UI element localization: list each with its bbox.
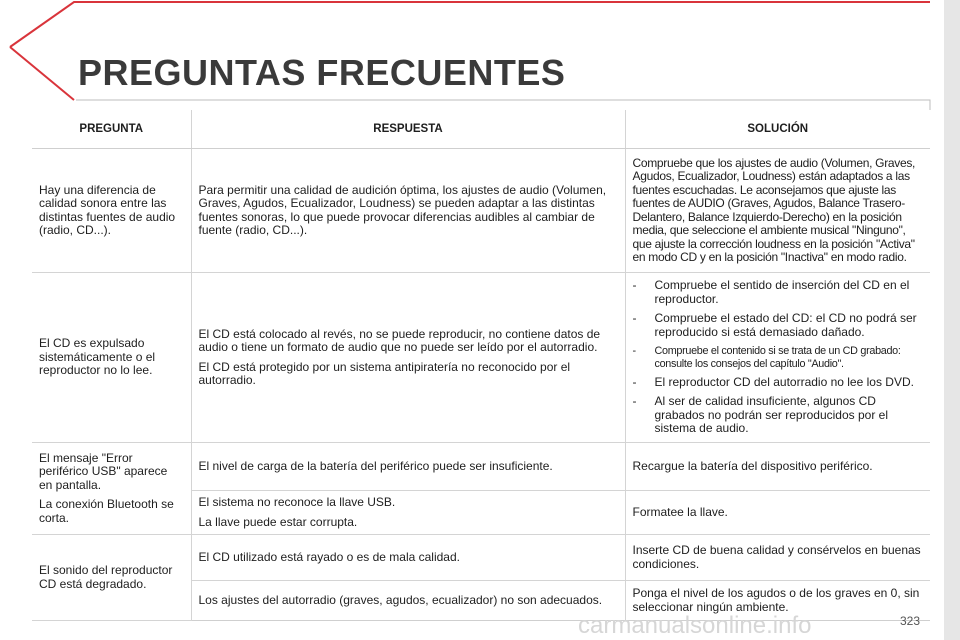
question-paragraph: El mensaje "Error periférico USB" aparece en pantalla.: [39, 450, 168, 492]
column-header-respuesta: RESPUESTA: [191, 110, 625, 149]
answer-cell: Para permitir una calidad de audición óptima, los ajustes de audio (Volumen, Graves, Agudos, Ecualizador, Loudness) se pueden adaptar a las distintas fuentes sonoras, lo que puede provocar diferencias audibles al cambiar de fuente (radio, CD...).: [191, 149, 625, 273]
solution-cell: Inserte CD de buena calidad y consérvelos en buenas condiciones.: [625, 535, 930, 581]
dash-bullet: -: [632, 374, 637, 389]
table-row: [32, 535, 930, 581]
answer-cell: El nivel de carga de la batería del periférico puede ser insuficiente.: [191, 443, 625, 491]
question-cell: El CD es expulsado sistemáticamente o el reproductor no lo lee.: [32, 273, 191, 443]
page-number: 323: [900, 614, 921, 628]
answer-paragraph: La llave puede estar corrupta.: [198, 514, 358, 529]
solution-cell: Compruebe que los ajustes de audio (Volumen, Graves, Agudos, Ecualizador, Loudness) están adaptados a las fuentes escuchadas. Le aconsejamos que ajuste las fuentes de AUDIO (Graves, Agudos, Balance Trasero-Delantero, Balance Izquierdo-Derecho) en la posición media, que seleccione el ambiente musical "Ninguno", que ajuste la corrección loudness en la posición "Activa" en modo CD y en la posición "Inactiva" en modo radio.: [625, 149, 930, 273]
dash-bullet: -: [632, 345, 636, 358]
list-item-text: Al ser de calidad insuficiente, algunos CD grabados no podrán ser reproducidos por el sistema de audio.: [654, 394, 888, 436]
dash-bullet: -: [632, 278, 637, 293]
column-header-pregunta: PREGUNTA: [32, 110, 191, 149]
list-item-text: Compruebe el contenido si se trata de un CD grabado: consulte los consejos del capítulo "Audio".: [654, 345, 901, 370]
table-row: [32, 443, 930, 491]
side-band: [944, 0, 960, 640]
answer-paragraph: El sistema no reconoce la llave USB.: [198, 495, 396, 509]
solution-cell: Formatee la llave.: [625, 491, 930, 535]
question-cell: El sonido del reproductor CD está degradado.: [32, 535, 191, 621]
dash-bullet: -: [632, 311, 637, 326]
list-item: [633, 312, 924, 339]
list-item: [633, 395, 924, 436]
solution-list: [633, 279, 924, 435]
list-item-text: Compruebe el sentido de inserción del CD en el reproductor.: [654, 278, 910, 306]
list-item-text: Compruebe el estado del CD: el CD no podrá ser reproducido si está demasiado dañado.: [654, 311, 917, 339]
dash-bullet: -: [632, 394, 637, 409]
frame-red-accent-lower: [10, 47, 74, 100]
solution-cell: Ponga el nivel de los agudos o de los graves en 0, sin seleccionar ningún ambiente.: [625, 581, 930, 621]
table-row: [32, 273, 930, 443]
table-row: [32, 149, 930, 273]
page-title: PREGUNTAS FRECUENTES: [78, 52, 566, 93]
answer-cell: Los ajustes del autorradio (graves, agudos, ecualizador) no son adecuados.: [191, 581, 625, 621]
list-item: [633, 376, 924, 390]
question-cell: [32, 443, 191, 535]
list-item: [633, 279, 924, 306]
answer-cell: El CD utilizado está rayado o es de mala calidad.: [191, 535, 625, 581]
answer-cell: [191, 273, 625, 443]
table-header-row: [32, 110, 930, 149]
solution-cell: Recargue la batería del dispositivo periférico.: [625, 443, 930, 491]
answer-paragraph: El CD está protegido por un sistema antipiratería no reconocido por el autorradio.: [198, 359, 571, 387]
frame-red-accent: [10, 2, 930, 47]
answer-cell: [191, 491, 625, 535]
question-paragraph: La conexión Bluetooth se corta.: [39, 497, 174, 525]
frame-gray-line: [76, 100, 930, 110]
list-item-text: El reproductor CD del autorradio no lee los DVD.: [654, 374, 914, 389]
question-cell: Hay una diferencia de calidad sonora entre las distintas fuentes de audio (radio, CD...).: [32, 149, 191, 273]
faq-table: [32, 110, 930, 621]
watermark: carmanualsonline.info: [578, 612, 812, 639]
solution-cell: [625, 273, 930, 443]
list-item: [633, 345, 924, 369]
answer-paragraph: El CD está colocado al revés, no se puede reproducir, no contiene datos de audio o tiene un formato de audio que no puede ser leído por el autorradio.: [198, 326, 601, 354]
column-header-solucion: SOLUCIÓN: [625, 110, 930, 149]
